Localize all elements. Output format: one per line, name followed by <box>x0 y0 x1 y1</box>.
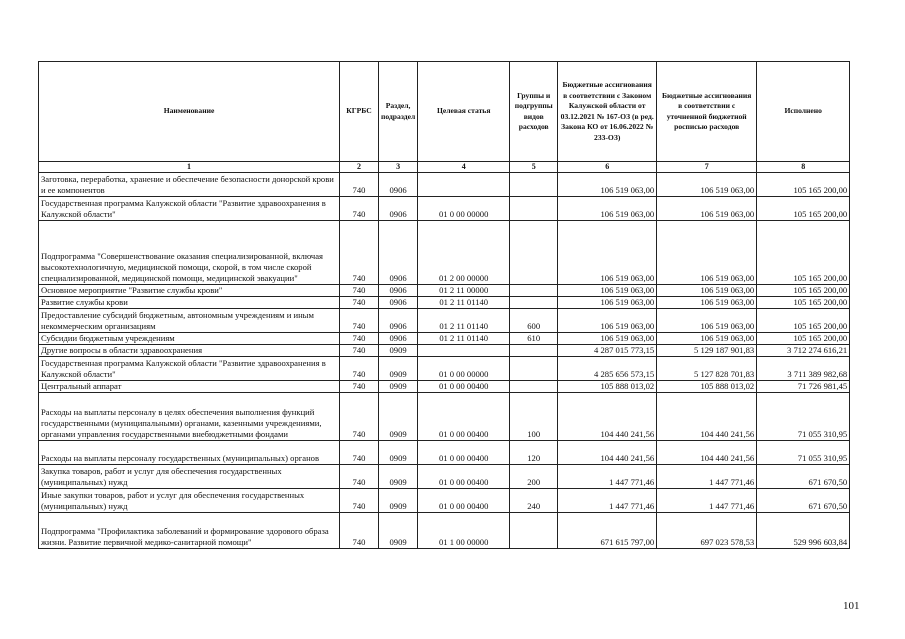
row-refined: 106 519 063,00 <box>657 333 757 345</box>
row-budget: 106 519 063,00 <box>558 297 657 309</box>
row-name: Предоставление субсидий бюджетным, автономным учреждениям и иным некоммерческим организациям <box>39 309 340 333</box>
row-section: 0909 <box>379 345 418 357</box>
row-section: 0906 <box>379 297 418 309</box>
row-target: 01 1 00 00000 <box>418 513 510 549</box>
row-kgrbs: 740 <box>340 513 379 549</box>
row-kgrbs: 740 <box>340 333 379 345</box>
row-budget: 106 519 063,00 <box>558 221 657 285</box>
row-section: 0906 <box>379 309 418 333</box>
row-executed: 71 726 981,45 <box>757 381 850 393</box>
column-number: 5 <box>510 162 558 173</box>
row-budget: 671 615 797,00 <box>558 513 657 549</box>
row-executed: 105 165 200,00 <box>757 197 850 221</box>
row-target: 01 2 11 01140 <box>418 297 510 309</box>
row-name: Государственная программа Калужской области "Развитие здравоохранения в Калужской области" <box>39 197 340 221</box>
table-row <box>39 197 850 221</box>
row-group <box>510 173 558 197</box>
row-section: 0909 <box>379 441 418 465</box>
row-group <box>510 513 558 549</box>
row-group <box>510 297 558 309</box>
column-number: 3 <box>379 162 418 173</box>
row-group: 100 <box>510 393 558 441</box>
row-section: 0906 <box>379 197 418 221</box>
row-section: 0909 <box>379 393 418 441</box>
row-target: 01 2 11 00000 <box>418 285 510 297</box>
row-target: 01 0 00 00400 <box>418 489 510 513</box>
row-target <box>418 173 510 197</box>
row-kgrbs: 740 <box>340 381 379 393</box>
row-kgrbs: 740 <box>340 345 379 357</box>
row-budget: 104 440 241,56 <box>558 441 657 465</box>
column-number-row <box>39 162 850 173</box>
row-executed: 105 165 200,00 <box>757 285 850 297</box>
row-refined: 5 129 187 901,83 <box>657 345 757 357</box>
row-budget: 1 447 771,46 <box>558 489 657 513</box>
row-group: 600 <box>510 309 558 333</box>
row-name: Центральный аппарат <box>39 381 340 393</box>
row-executed: 105 165 200,00 <box>757 333 850 345</box>
header-group: Группы и подгруппы видов расходов <box>510 62 558 162</box>
row-section: 0909 <box>379 489 418 513</box>
row-name: Расходы на выплаты персоналу государственных (муниципальных) органов <box>39 441 340 465</box>
row-budget: 1 447 771,46 <box>558 465 657 489</box>
table-row <box>39 173 850 197</box>
header-kgrbs: КГРБС <box>340 62 379 162</box>
row-kgrbs: 740 <box>340 393 379 441</box>
row-refined: 105 888 013,02 <box>657 381 757 393</box>
row-name: Развитие службы крови <box>39 297 340 309</box>
row-target: 01 0 00 00400 <box>418 381 510 393</box>
row-section: 0906 <box>379 221 418 285</box>
row-target <box>418 345 510 357</box>
row-group: 200 <box>510 465 558 489</box>
budget-table <box>38 61 850 549</box>
row-section: 0909 <box>379 381 418 393</box>
row-budget: 106 519 063,00 <box>558 285 657 297</box>
row-executed: 105 165 200,00 <box>757 173 850 197</box>
row-name: Основное мероприятие "Развитие службы крови" <box>39 285 340 297</box>
row-name: Заготовка, переработка, хранение и обеспечение безопасности донорской крови и ее компонентов <box>39 173 340 197</box>
table-row <box>39 441 850 465</box>
column-number: 4 <box>418 162 510 173</box>
row-name: Другие вопросы в области здравоохранения <box>39 345 340 357</box>
header-row <box>39 62 850 162</box>
row-name: Подпрограмма "Совершенствование оказания специализированной, включая высокотехнологичную, медицинской помощи, скорой, в том числе скорой специализированной, медицинской помощи, медицинской эвакуации" <box>39 221 340 285</box>
row-executed: 671 670,50 <box>757 489 850 513</box>
row-kgrbs: 740 <box>340 489 379 513</box>
table-row <box>39 333 850 345</box>
row-budget: 104 440 241,56 <box>558 393 657 441</box>
row-refined: 106 519 063,00 <box>657 285 757 297</box>
table-row <box>39 309 850 333</box>
column-number: 8 <box>757 162 850 173</box>
row-group: 240 <box>510 489 558 513</box>
row-refined: 1 447 771,46 <box>657 465 757 489</box>
row-budget: 105 888 013,02 <box>558 381 657 393</box>
row-executed: 105 165 200,00 <box>757 297 850 309</box>
table-row <box>39 285 850 297</box>
row-name: Иные закупки товаров, работ и услуг для обеспечения государственных (муниципальных) нужд <box>39 489 340 513</box>
row-refined: 106 519 063,00 <box>657 197 757 221</box>
row-section: 0906 <box>379 285 418 297</box>
row-section: 0906 <box>379 333 418 345</box>
row-section: 0909 <box>379 513 418 549</box>
row-name: Расходы на выплаты персоналу в целях обеспечения выполнения функций государственными (муниципальными) органами, казенными учреждениями, органами управления государственными внебюджетными фондами <box>39 393 340 441</box>
row-executed: 71 055 310,95 <box>757 441 850 465</box>
table-row <box>39 221 850 285</box>
row-kgrbs: 740 <box>340 441 379 465</box>
row-executed: 105 165 200,00 <box>757 221 850 285</box>
row-group <box>510 345 558 357</box>
row-section: 0909 <box>379 465 418 489</box>
header-executed: Исполнено <box>757 62 850 162</box>
row-group <box>510 221 558 285</box>
table-row <box>39 345 850 357</box>
row-name: Подпрограмма "Профилактика заболеваний и формирование здорового образа жизни. Развитие первичной медико-санитарной помощи" <box>39 513 340 549</box>
row-target: 01 2 11 01140 <box>418 333 510 345</box>
header-section: Раздел, подраздел <box>379 62 418 162</box>
row-target: 01 0 00 00400 <box>418 465 510 489</box>
row-name: Субсидии бюджетным учреждениям <box>39 333 340 345</box>
row-refined: 1 447 771,46 <box>657 489 757 513</box>
row-target: 01 0 00 00000 <box>418 197 510 221</box>
column-number: 6 <box>558 162 657 173</box>
row-budget: 106 519 063,00 <box>558 333 657 345</box>
row-name: Закупка товаров, работ и услуг для обеспечения государственных (муниципальных) нужд <box>39 465 340 489</box>
row-refined: 104 440 241,56 <box>657 393 757 441</box>
table-row <box>39 513 850 549</box>
row-kgrbs: 740 <box>340 357 379 381</box>
row-kgrbs: 740 <box>340 465 379 489</box>
row-target: 01 2 11 01140 <box>418 309 510 333</box>
row-refined: 697 023 578,53 <box>657 513 757 549</box>
header-target: Целевая статья <box>418 62 510 162</box>
row-kgrbs: 740 <box>340 221 379 285</box>
row-budget: 106 519 063,00 <box>558 173 657 197</box>
column-number: 7 <box>657 162 757 173</box>
table-row <box>39 297 850 309</box>
row-kgrbs: 740 <box>340 309 379 333</box>
table-row <box>39 393 850 441</box>
row-section: 0906 <box>379 173 418 197</box>
row-group <box>510 285 558 297</box>
column-number: 2 <box>340 162 379 173</box>
row-executed: 529 996 603,84 <box>757 513 850 549</box>
table-row <box>39 381 850 393</box>
row-budget: 106 519 063,00 <box>558 309 657 333</box>
table-row <box>39 489 850 513</box>
row-group: 610 <box>510 333 558 345</box>
table-row <box>39 465 850 489</box>
row-target: 01 2 00 00000 <box>418 221 510 285</box>
row-refined: 106 519 063,00 <box>657 297 757 309</box>
table-row <box>39 357 850 381</box>
row-kgrbs: 740 <box>340 173 379 197</box>
row-executed: 671 670,50 <box>757 465 850 489</box>
row-section: 0909 <box>379 357 418 381</box>
header-budget: Бюджетные ассигнования в соответствии с Законом Калужской области от 03.12.2021 № 167-ОЗ (в ред. Закона КО от 16.06.2022 № 233-ОЗ) <box>558 62 657 162</box>
column-number: 1 <box>39 162 340 173</box>
row-budget: 4 285 656 573,15 <box>558 357 657 381</box>
row-executed: 105 165 200,00 <box>757 309 850 333</box>
row-executed: 3 712 274 616,21 <box>757 345 850 357</box>
row-name: Государственная программа Калужской области "Развитие здравоохранения в Калужской области" <box>39 357 340 381</box>
row-target: 01 0 00 00400 <box>418 393 510 441</box>
row-refined: 106 519 063,00 <box>657 221 757 285</box>
row-target: 01 0 00 00000 <box>418 357 510 381</box>
page-number: 101 <box>843 600 860 612</box>
row-budget: 4 287 015 773,15 <box>558 345 657 357</box>
header-refined: Бюджетные ассигнования в соответствии с уточненной бюджетной росписью расходов <box>657 62 757 162</box>
row-budget: 106 519 063,00 <box>558 197 657 221</box>
row-refined: 5 127 828 701,83 <box>657 357 757 381</box>
row-group <box>510 381 558 393</box>
row-executed: 3 711 389 982,68 <box>757 357 850 381</box>
header-name: Наименование <box>39 62 340 162</box>
row-group <box>510 357 558 381</box>
row-kgrbs: 740 <box>340 197 379 221</box>
row-group <box>510 197 558 221</box>
row-executed: 71 055 310,95 <box>757 393 850 441</box>
row-kgrbs: 740 <box>340 285 379 297</box>
row-refined: 104 440 241,56 <box>657 441 757 465</box>
row-kgrbs: 740 <box>340 297 379 309</box>
row-refined: 106 519 063,00 <box>657 309 757 333</box>
row-group: 120 <box>510 441 558 465</box>
row-refined: 106 519 063,00 <box>657 173 757 197</box>
row-target: 01 0 00 00400 <box>418 441 510 465</box>
